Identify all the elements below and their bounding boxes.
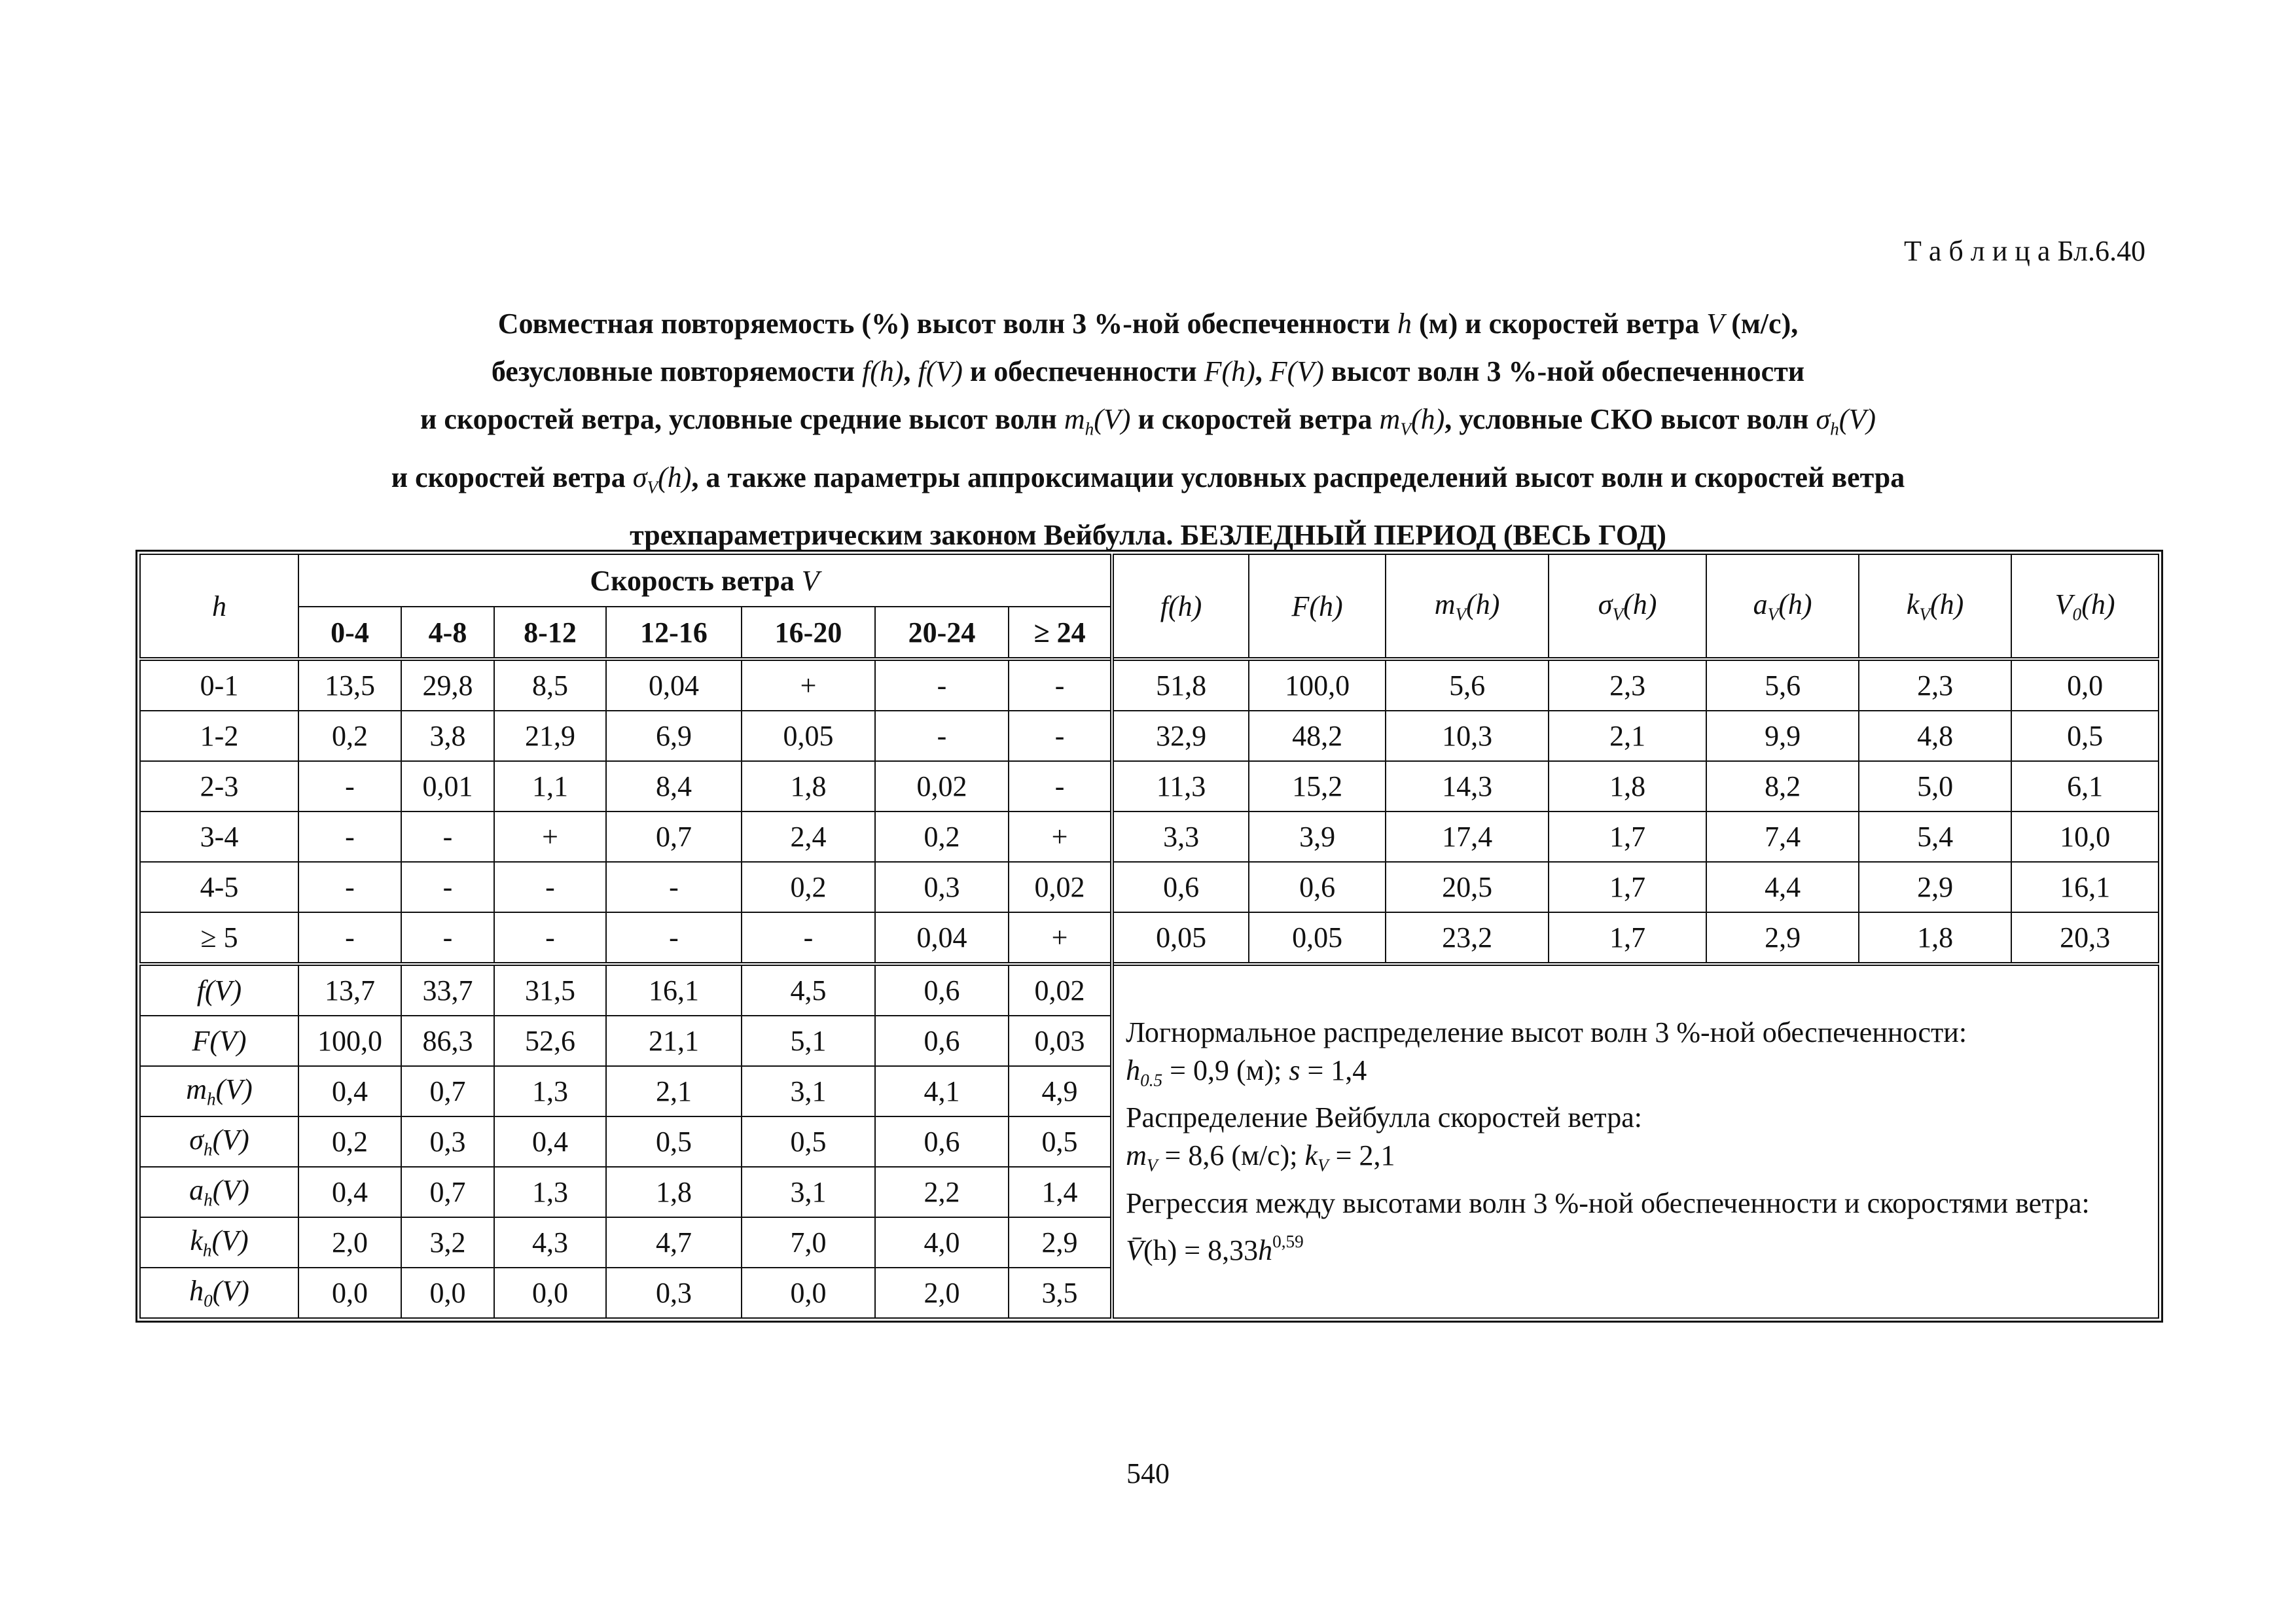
title-line-3 [0, 395, 2296, 454]
function-symbol: f(V) [196, 974, 242, 1007]
title-text: безусловные повторяемости [491, 355, 855, 387]
lognormal-params: $h_{0.5} = 0,9$ (м); s = 1,4 [1126, 1054, 1367, 1090]
function-symbol: $m_h(V)$ [186, 1073, 253, 1109]
approximation-notes [1112, 964, 2159, 1318]
right-header-cell [1249, 554, 1386, 659]
wind-bin-header: 8-12 [494, 607, 606, 659]
parameter-cell: 0,05 [1112, 912, 1249, 964]
title-line-4 [0, 454, 2296, 512]
parameter-cell: 0,3 [401, 1116, 494, 1167]
parameter-cell: 3,1 [742, 1167, 875, 1217]
parameter-cell: 4,0 [875, 1217, 1009, 1268]
parameter-cell: 2,9 [1859, 862, 2011, 912]
frequency-cell: + [1009, 912, 1112, 964]
frequency-cell: - [298, 812, 401, 862]
parameter-cell: 48,2 [1249, 711, 1386, 761]
parameter-cell: 10,0 [2011, 812, 2159, 862]
parameter-cell: 1,8 [1859, 912, 2011, 964]
frequency-cell: 1,8 [742, 761, 875, 812]
function-symbol: f(h) [1160, 590, 1202, 622]
regression-formula: V̄(h) = $8,33h^{0,59}$ [1126, 1232, 1304, 1267]
parameter-cell: 0,2 [298, 1116, 401, 1167]
title-text: и скоростей ветра [391, 461, 626, 493]
frequency-cell: + [494, 812, 606, 862]
function-symbol: $k_h(V)$ [190, 1224, 249, 1260]
parameter-cell: 0,5 [742, 1116, 875, 1167]
parameter-cell: 14,3 [1386, 761, 1549, 812]
parameter-cell: 4,1 [875, 1066, 1009, 1116]
parameter-cell: 5,1 [742, 1016, 875, 1066]
parameter-cell: 1,3 [494, 1066, 606, 1116]
table-label: Т а б л и ц а Бл.6.40 [1903, 235, 2145, 267]
parameter-cell: 1,3 [494, 1167, 606, 1217]
parameter-cell: 2,0 [298, 1217, 401, 1268]
parameter-cell: 0,0 [494, 1268, 606, 1318]
table-row [140, 711, 2159, 761]
frequency-cell: - [401, 912, 494, 964]
function-symbol: $k_V(h)$ [1906, 588, 1964, 624]
frequency-cell: 0,04 [606, 659, 742, 711]
parameter-cell: 17,4 [1386, 812, 1549, 862]
frequency-cell: - [298, 862, 401, 912]
parameter-cell: 5,6 [1706, 659, 1859, 711]
h-symbol: h [212, 590, 226, 622]
title-text: , а также параметры аппроксимации условных распределений высот волн и скоростей ветра [691, 461, 1905, 493]
frequency-cell: + [1009, 812, 1112, 862]
wind-speed-label: Скорость ветра [590, 564, 795, 597]
title-text: трехпараметрическим законом Вейбулла. [630, 519, 1174, 552]
parameter-cell: 8,2 [1706, 761, 1859, 812]
parameter-cell: 13,7 [298, 964, 401, 1016]
right-header-cell [1112, 554, 1249, 659]
frequency-cell: - [1009, 761, 1112, 812]
parameter-cell: 4,3 [494, 1217, 606, 1268]
title-symbol: F(V) [1269, 355, 1324, 387]
parameter-cell: 3,2 [401, 1217, 494, 1268]
wind-bin-header: 20-24 [875, 607, 1009, 659]
parameter-cell: 5,0 [1859, 761, 2011, 812]
frequency-cell: - [298, 912, 401, 964]
title-symbol: h [1397, 308, 1412, 340]
frequency-cell: 0,2 [298, 711, 401, 761]
frequency-cell: 0,05 [742, 711, 875, 761]
parameter-cell: 1,7 [1549, 862, 1706, 912]
parameter-cell: 0,5 [1009, 1116, 1112, 1167]
title-symbol: f(V) [918, 355, 963, 387]
frequency-cell: - [742, 912, 875, 964]
function-label-cell [140, 1268, 298, 1318]
title-symbol: F(h) [1204, 355, 1255, 387]
table-row [140, 659, 2159, 711]
function-label-cell [140, 1016, 298, 1066]
parameter-cell: 2,3 [1859, 659, 2011, 711]
wind-bin-header: 12-16 [606, 607, 742, 659]
function-symbol: F(h) [1291, 590, 1343, 622]
function-symbol: $\sigma_V(h)$ [1598, 588, 1657, 624]
title-text: и скоростей ветра [1138, 403, 1372, 435]
parameter-cell: 1,8 [606, 1167, 742, 1217]
parameter-cell: 4,9 [1009, 1066, 1112, 1116]
parameter-cell: 0,3 [606, 1268, 742, 1318]
parameter-cell: 9,9 [1706, 711, 1859, 761]
function-symbol: $a_V(h)$ [1753, 588, 1812, 624]
function-symbol: $h_0(V)$ [189, 1275, 249, 1311]
parameter-cell: 0,5 [606, 1116, 742, 1167]
title-symbol: V [1706, 308, 1725, 340]
wind-speed-symbol: V [801, 564, 819, 597]
title-text: , условные СКО высот волн [1444, 403, 1809, 435]
wind-bin-header: 16-20 [742, 607, 875, 659]
parameter-cell: 31,5 [494, 964, 606, 1016]
title-line-1 [0, 300, 2296, 348]
title-text: (м) и скоростей ветра [1418, 308, 1700, 340]
parameter-cell: 4,7 [606, 1217, 742, 1268]
parameter-cell: 0,0 [298, 1268, 401, 1318]
lognormal-title: Логнормальное распределение высот волн 3 %-ной обеспеченности: [1126, 1016, 1967, 1048]
frequency-cell: - [401, 862, 494, 912]
parameter-cell: 0,0 [742, 1268, 875, 1318]
parameter-cell: 0,05 [1249, 912, 1386, 964]
title-symbol: f(h) [861, 355, 904, 387]
parameter-cell: 4,8 [1859, 711, 2011, 761]
parameter-cell: 0,6 [875, 1116, 1009, 1167]
parameter-cell: 0,5 [2011, 711, 2159, 761]
parameter-cell: 11,3 [1112, 761, 1249, 812]
frequency-cell: 0,02 [1009, 862, 1112, 912]
data-table [139, 554, 2159, 1319]
right-header-cell [1549, 554, 1706, 659]
parameter-cell: 3,1 [742, 1066, 875, 1116]
parameter-cell: 0,4 [298, 1167, 401, 1217]
weibull-title: Распределение Вейбулла скоростей ветра: [1126, 1101, 1642, 1134]
frequency-cell: 3,8 [401, 711, 494, 761]
parameter-cell: 5,4 [1859, 812, 2011, 862]
parameter-cell: 4,4 [1706, 862, 1859, 912]
parameter-cell: 4,5 [742, 964, 875, 1016]
right-header-cell [1386, 554, 1549, 659]
frequency-cell: - [606, 912, 742, 964]
right-header-cell [2011, 554, 2159, 659]
parameter-cell: 0,4 [494, 1116, 606, 1167]
h-range-cell: 0-1 [140, 659, 298, 711]
frequency-cell: 21,9 [494, 711, 606, 761]
function-label-cell [140, 1217, 298, 1268]
frequency-cell: - [494, 912, 606, 964]
frequency-cell: 8,4 [606, 761, 742, 812]
regression-title: Регрессия между высотами волн 3 %-ной обеспеченности и скоростями ветра: [1126, 1187, 2090, 1219]
frequency-cell: 1,1 [494, 761, 606, 812]
title-symbol: $m_h(V)$ [1064, 403, 1131, 439]
function-label-cell [140, 964, 298, 1016]
function-symbol: $m_V(h)$ [1434, 588, 1500, 624]
parameter-cell: 3,5 [1009, 1268, 1112, 1318]
parameter-cell: 20,5 [1386, 862, 1549, 912]
title-text: высот волн 3 %-ной обеспеченности [1331, 355, 1805, 387]
h-range-cell: ≥ 5 [140, 912, 298, 964]
parameter-cell: 15,2 [1249, 761, 1386, 812]
frequency-cell: - [1009, 711, 1112, 761]
function-label-cell [140, 1116, 298, 1167]
parameter-cell: 52,6 [494, 1016, 606, 1066]
parameter-cell: 3,9 [1249, 812, 1386, 862]
function-symbol: $\sigma_h(V)$ [189, 1124, 249, 1160]
frequency-cell: 0,3 [875, 862, 1009, 912]
frequency-cell: 0,04 [875, 912, 1009, 964]
frequency-cell: - [875, 659, 1009, 711]
parameter-cell: 7,0 [742, 1217, 875, 1268]
parameter-cell: 0,03 [1009, 1016, 1112, 1066]
frequency-cell: - [298, 761, 401, 812]
parameter-cell: 16,1 [2011, 862, 2159, 912]
parameter-cell: 5,6 [1386, 659, 1549, 711]
parameter-cell: 21,1 [606, 1016, 742, 1066]
frequency-cell: 0,2 [875, 812, 1009, 862]
table-row [140, 964, 2159, 1016]
right-header-cell [1859, 554, 2011, 659]
wind-speed-header [298, 554, 1112, 607]
parameter-cell: 2,9 [1706, 912, 1859, 964]
parameter-cell: 1,7 [1549, 912, 1706, 964]
parameter-cell: 0,6 [1112, 862, 1249, 912]
parameter-cell: 16,1 [606, 964, 742, 1016]
title-text: (м/с), [1731, 308, 1799, 340]
function-symbol: $V_0(h)$ [2054, 588, 2115, 624]
frequency-cell: 13,5 [298, 659, 401, 711]
title-text: и скоростей ветра, условные средние высот волн [420, 403, 1057, 435]
parameter-cell: 10,3 [1386, 711, 1549, 761]
frequency-cell: 0,01 [401, 761, 494, 812]
parameter-cell: 51,8 [1112, 659, 1249, 711]
parameter-cell: 1,7 [1549, 812, 1706, 862]
frequency-cell: 0,7 [606, 812, 742, 862]
parameter-cell: 2,3 [1549, 659, 1706, 711]
frequency-cell: - [606, 862, 742, 912]
parameter-cell: 0,6 [1249, 862, 1386, 912]
parameter-cell: 0,6 [875, 1016, 1009, 1066]
frequency-cell: 2,4 [742, 812, 875, 862]
h-header-cell [140, 554, 298, 659]
parameter-cell: 33,7 [401, 964, 494, 1016]
frequency-cell: 29,8 [401, 659, 494, 711]
h-range-cell: 2-3 [140, 761, 298, 812]
parameter-cell: 100,0 [1249, 659, 1386, 711]
parameter-cell: 23,2 [1386, 912, 1549, 964]
parameter-cell: 3,3 [1112, 812, 1249, 862]
parameter-cell: 0,4 [298, 1066, 401, 1116]
parameter-cell: 0,6 [875, 964, 1009, 1016]
title-symbol: $\sigma_h(V)$ [1816, 403, 1876, 439]
parameter-cell: 2,0 [875, 1268, 1009, 1318]
right-header-cell [1706, 554, 1859, 659]
parameter-cell: 7,4 [1706, 812, 1859, 862]
frequency-cell: - [875, 711, 1009, 761]
header-row [140, 554, 2159, 607]
frequency-cell: - [1009, 659, 1112, 711]
parameter-cell: 86,3 [401, 1016, 494, 1066]
title-line-5 [0, 511, 2296, 559]
parameter-cell: 32,9 [1112, 711, 1249, 761]
title-symbol: $\sigma_V(h)$ [632, 461, 692, 497]
parameter-cell: 0,02 [1009, 964, 1112, 1016]
parameter-cell: 20,3 [2011, 912, 2159, 964]
frequency-cell: - [494, 862, 606, 912]
parameter-cell: 100,0 [298, 1016, 401, 1066]
frequency-cell: 8,5 [494, 659, 606, 711]
parameter-cell: 6,1 [2011, 761, 2159, 812]
title-text: Совместная повторяемость (%) высот волн 3 %-ной обеспеченности [497, 308, 1390, 340]
table-row [140, 761, 2159, 812]
parameter-cell: 0,0 [401, 1268, 494, 1318]
title-text: и обеспеченности [969, 355, 1197, 387]
wind-bin-header: 0-4 [298, 607, 401, 659]
table-row [140, 812, 2159, 862]
h-range-cell: 1-2 [140, 711, 298, 761]
wind-bin-header: ≥ 24 [1009, 607, 1112, 659]
frequency-cell: + [742, 659, 875, 711]
title-line-2: безусловные повторяемости f(h), f(V) и обеспеченности F(h), F(V) высот волн 3 %-ной обеспеченности [491, 355, 1805, 387]
parameter-cell: 2,1 [1549, 711, 1706, 761]
parameter-cell: 0,7 [401, 1167, 494, 1217]
parameter-cell: 0,7 [401, 1066, 494, 1116]
title-text: БЕЗЛЕДНЫЙ ПЕРИОД (ВЕСЬ ГОД) [1180, 519, 1666, 552]
function-symbol: F(V) [192, 1025, 247, 1057]
table-row [140, 862, 2159, 912]
parameter-cell: 0,0 [2011, 659, 2159, 711]
function-label-cell [140, 1066, 298, 1116]
page-number: 540 [1126, 1457, 1170, 1489]
frequency-cell: 6,9 [606, 711, 742, 761]
parameter-cell: 2,1 [606, 1066, 742, 1116]
table-row [140, 912, 2159, 964]
weibull-params: $m_V = 8,6$ (м/с); $k_V = 2,1$ [1126, 1139, 1395, 1175]
title-symbol: $m_V(h)$ [1379, 403, 1445, 439]
h-range-cell: 3-4 [140, 812, 298, 862]
parameter-cell: 2,9 [1009, 1217, 1112, 1268]
frequency-cell: 0,2 [742, 862, 875, 912]
frequency-cell: - [401, 812, 494, 862]
parameter-cell: 2,2 [875, 1167, 1009, 1217]
parameter-cell: 1,8 [1549, 761, 1706, 812]
h-range-cell: 4-5 [140, 862, 298, 912]
function-symbol: $a_h(V)$ [189, 1174, 249, 1210]
frequency-cell: 0,02 [875, 761, 1009, 812]
table-title [0, 300, 2296, 559]
function-label-cell [140, 1167, 298, 1217]
wind-bin-header: 4-8 [401, 607, 494, 659]
parameter-cell: 1,4 [1009, 1167, 1112, 1217]
